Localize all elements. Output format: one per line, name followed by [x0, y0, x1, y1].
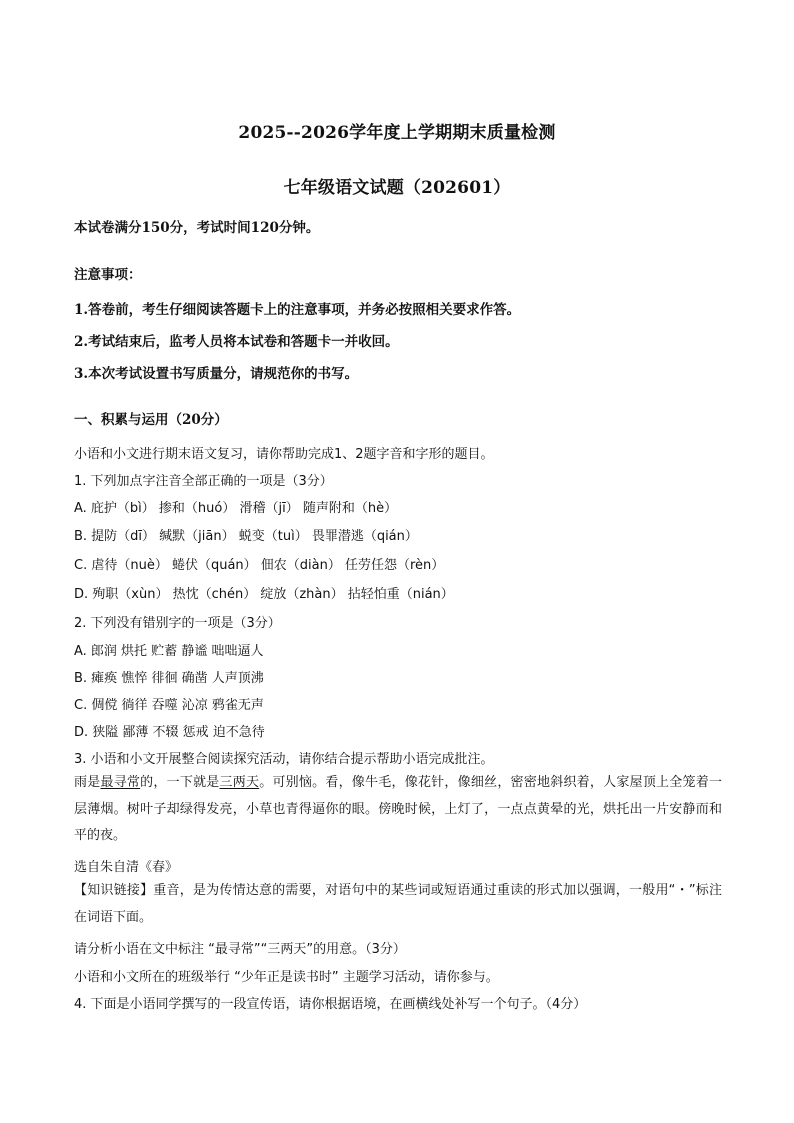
question-1-stem: 1. 下列加点字注音全部正确的一项是（3分）: [74, 474, 333, 489]
reading-passage: [74, 770, 722, 850]
note-item: 1.答卷前，考生仔细阅读答题卡上的注意事项，并务必按照相关要求作答。: [74, 302, 521, 318]
score-time-note: 本试卷满分150分，考试时间120分钟。: [74, 220, 320, 236]
question-3-stem: 3. 小语和小文开展整合阅读探究活动，请你结合提示帮助小语完成批注。: [74, 752, 494, 767]
passage-source: 选自朱自清《春》: [74, 860, 179, 875]
stressed-word: 最寻常: [100, 775, 141, 790]
question-2-option-d: D. 狭隘 鄙薄 不辍 惩戒 迫不急待: [74, 725, 265, 740]
exam-title: 2025--2026学年度上学期期末质量检测: [238, 123, 556, 143]
section-lead: 小语和小文进行期末语文复习，请你帮助完成1、2题字音和字形的题目。: [74, 447, 494, 462]
question-2-option-c: C. 倜傥 徜徉 吞噬 沁凉 鸦雀无声: [74, 698, 264, 713]
question-1-option-d: D. 殉职（xùn） 热忱（chén） 绽放（zhàn） 拈轻怕重（nián）: [74, 587, 454, 602]
exam-subtitle: 七年级语文试题（202601）: [283, 178, 511, 198]
activity-intro: 小语和小文所在的班级举行 “少年正是读书时” 主题学习活动，请你参与。: [74, 970, 499, 985]
stressed-word: 三两天: [219, 775, 260, 790]
question-3-task: 请分析小语在文中标注 “最寻常”“三两天”的用意。（3分）: [74, 942, 406, 957]
question-1-option-b: B. 提防（dī） 缄默（jiān） 蜕变（tuì） 畏罪潜逃（qián）: [74, 529, 418, 544]
note-item: 2.考试结束后，监考人员将本试卷和答题卡一并收回。: [74, 334, 399, 350]
note-item: 3.本次考试设置书写质量分，请规范你的书写。: [74, 366, 359, 382]
passage-text: 雨是: [74, 775, 101, 790]
notes-heading: 注意事项：: [74, 267, 142, 283]
question-1-option-a: A. 庇护（bì） 掺和（huó） 滑稽（jī） 随声附和（hè）: [74, 501, 398, 516]
passage-text: 。可别恼。看，像牛毛，像花针，像细丝，密密地斜织着，人家屋顶上全笼着一层薄烟。树叶子却绿得发亮，小草也青得逼你的眼。傍晚时候，上灯了，一点点黄晕的光，烘托出一片安静而和平的夜。: [74, 775, 722, 843]
knowledge-link: 【知识链接】重音，是为传情达意的需要，对语句中的某些词或短语通过重读的形式加以强调，一般用“・”标注在词语下面。: [74, 883, 722, 925]
question-2-option-b: B. 瘫痪 憔悴 徘徊 确凿 人声顶沸: [74, 671, 264, 686]
section-heading: 一、积累与运用（20分）: [74, 412, 228, 428]
passage-text: 的，一下就是: [140, 775, 220, 790]
question-2-option-a: A. 郎润 烘托 贮蓄 静谧 咄咄逼人: [74, 644, 264, 659]
question-4-stem: 4. 下面是小语同学撰写的一段宣传语，请你根据语境，在画横线处补写一个句子。（4分）: [74, 997, 587, 1012]
question-1-option-c: C. 虐待（nuè） 蜷伏（quán） 佃农（diàn） 任劳任怨（rèn）: [74, 558, 445, 573]
question-2-stem: 2. 下列没有错别字的一项是（3分）: [74, 616, 281, 631]
